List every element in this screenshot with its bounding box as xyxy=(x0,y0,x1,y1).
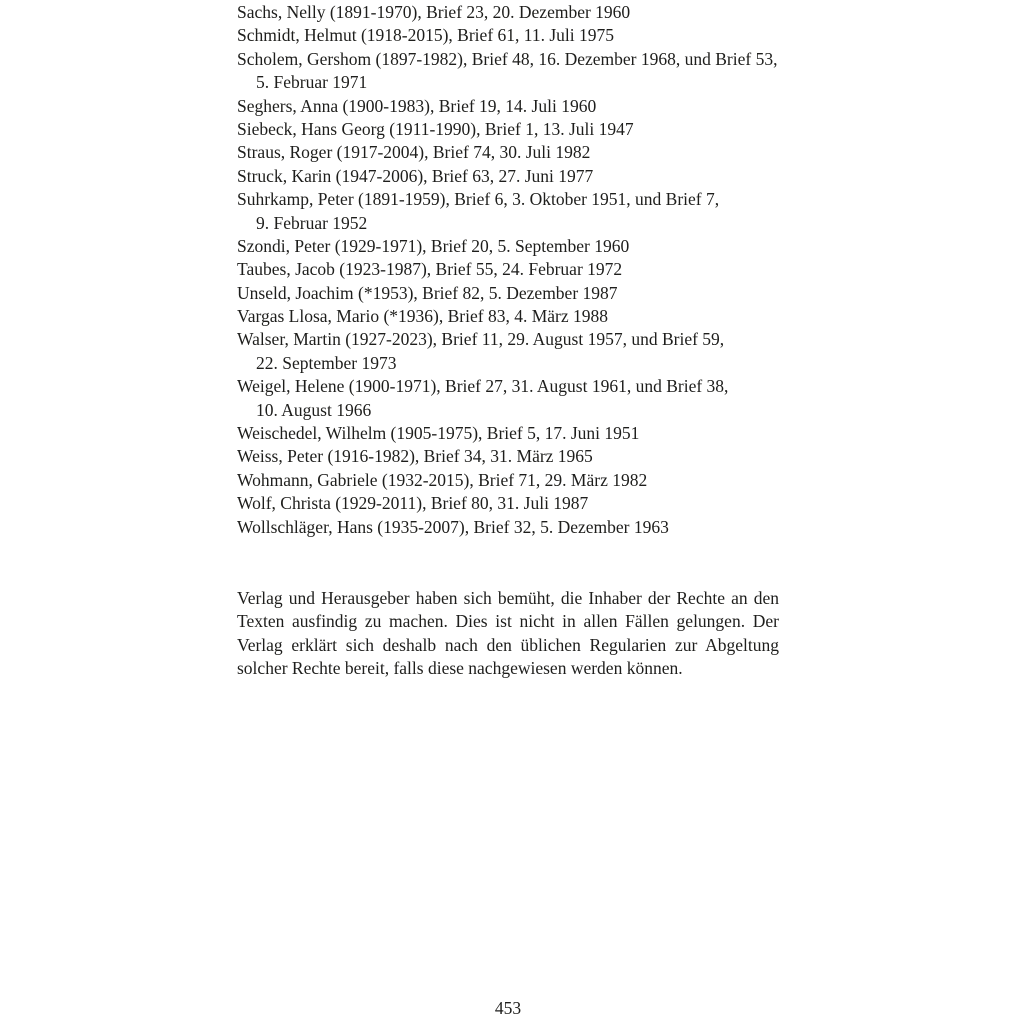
index-entry-line: Schmidt, Helmut (1918-2015), Brief 61, 11. Juli 1975 xyxy=(237,25,615,46)
index-entry-line: Struck, Karin (1947-2006), Brief 63, 27. Juni 1977 xyxy=(237,165,594,186)
rights-notice-line: Texten ausfindig zu machen. Dies ist nicht in allen Fällen gelungen. Der xyxy=(237,611,779,632)
index-entry xyxy=(237,141,785,164)
index-entry xyxy=(237,422,785,445)
index-entry xyxy=(237,1,785,24)
index-entry xyxy=(237,328,785,375)
index-entry-line: Unseld, Joachim (*1953), Brief 82, 5. Dezember 1987 xyxy=(237,282,618,303)
index-entry-line: Siebeck, Hans Georg (1911-1990), Brief 1, 13. Juli 1947 xyxy=(237,118,634,139)
index-entry xyxy=(237,469,785,492)
index-entry-line: Vargas Llosa, Mario (*1936), Brief 83, 4. März 1988 xyxy=(237,306,608,327)
index-entry-line: Scholem, Gershom (1897-1982), Brief 48, 16. Dezember 1968, und Brief 53, xyxy=(237,48,778,69)
index-entry-line: Wohmann, Gabriele (1932-2015), Brief 71, 29. März 1982 xyxy=(237,469,648,490)
index-entry-line: Sachs, Nelly (1891-1970), Brief 23, 20. Dezember 1960 xyxy=(237,2,631,22)
index-entry xyxy=(237,445,785,468)
rights-notice-line: solcher Rechte bereit, falls diese nachgewiesen werden können. xyxy=(237,658,683,679)
index-entry-continuation-line: 22. September 1973 xyxy=(256,352,397,373)
rights-notice-line: Verlag erklärt sich deshalb nach den üblichen Regularien zur Abgeltung xyxy=(237,634,779,655)
index-entry-continuation-line: 5. Februar 1971 xyxy=(256,72,368,93)
index-entry-line: Taubes, Jacob (1923-1987), Brief 55, 24. Februar 1972 xyxy=(237,259,623,280)
index-entry xyxy=(237,165,785,188)
index-entry xyxy=(237,516,785,539)
index-entry-line: Seghers, Anna (1900-1983), Brief 19, 14. Juli 1960 xyxy=(237,95,597,116)
index-entry xyxy=(237,188,785,235)
index-entry-continuation-line: 9. Februar 1952 xyxy=(256,212,368,233)
index-entry xyxy=(237,235,785,258)
index-entry-line: Szondi, Peter (1929-1971), Brief 20, 5. September 1960 xyxy=(237,235,630,256)
index-entry-continuation-line: 10. August 1966 xyxy=(256,399,372,420)
page-number: 453 xyxy=(494,998,522,1018)
index-entry-line: Wolf, Christa (1929-2011), Brief 80, 31. Juli 1987 xyxy=(237,493,589,514)
index-entry xyxy=(237,24,785,47)
index-entry-line: Wollschläger, Hans (1935-2007), Brief 32, 5. Dezember 1963 xyxy=(237,516,669,537)
index-entry-line: Weiss, Peter (1916-1982), Brief 34, 31. März 1965 xyxy=(237,446,593,467)
index-entry xyxy=(237,95,785,118)
rights-notice-line: Verlag und Herausgeber haben sich bemüht, die Inhaber der Rechte an den xyxy=(237,588,779,608)
index-entry xyxy=(237,48,785,95)
index-entry xyxy=(237,258,785,281)
index-entry xyxy=(237,492,785,515)
index-entry-line: Weigel, Helene (1900-1971), Brief 27, 31. August 1961, und Brief 38, xyxy=(237,376,729,397)
index-entry-line: Weischedel, Wilhelm (1905-1975), Brief 5, 17. Juni 1951 xyxy=(237,423,640,444)
index-entry xyxy=(237,375,785,422)
rights-notice xyxy=(237,587,779,681)
letters-index-list xyxy=(237,1,785,539)
index-entry-line: Suhrkamp, Peter (1891-1959), Brief 6, 3. Oktober 1951, und Brief 7, xyxy=(237,189,720,210)
index-entry xyxy=(237,118,785,141)
index-entry-line: Walser, Martin (1927-2023), Brief 11, 29. August 1957, und Brief 59, xyxy=(237,329,725,350)
index-entry xyxy=(237,282,785,305)
index-entry-line: Straus, Roger (1917-2004), Brief 74, 30. Juli 1982 xyxy=(237,142,591,163)
index-entry xyxy=(237,305,785,328)
